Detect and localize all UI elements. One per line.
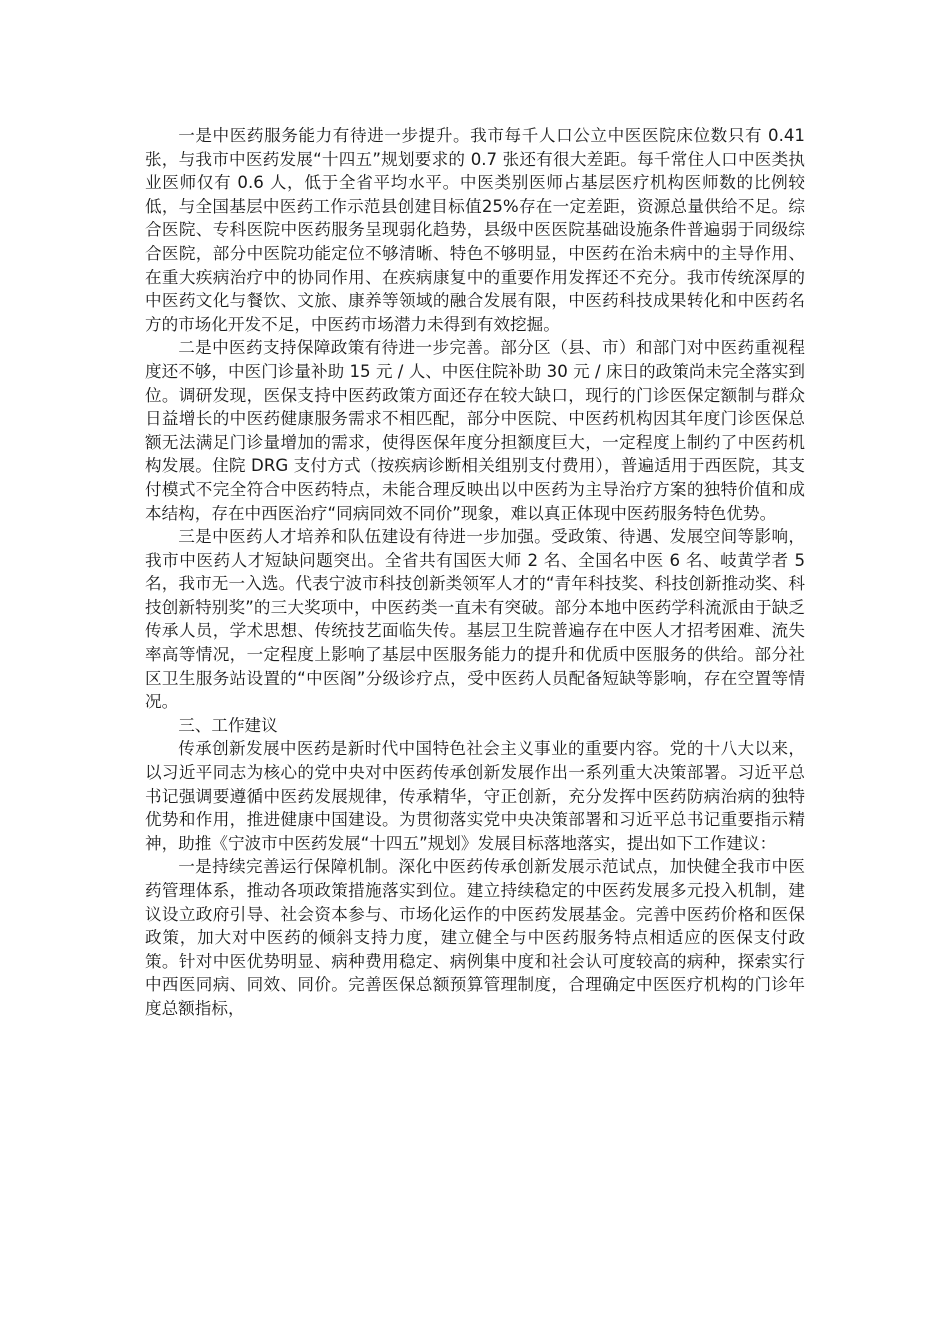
document-body: [145, 124, 805, 1021]
paragraph-talent-cultivation: 三是中医药人才培养和队伍建设有待进一步加强。受政策、待遇、发展空间等影响，我市中医药人才短缺问题突出。全省共有国医大师 2 名、全国名中医 6 名、岐黄学者 5 名，我市无一入选。代表宁波市科技创新类领军人才的“青年科技奖、科技创新推动奖、科技创新特别奖”的三大奖项中，中医药类一直未有突破。部分本地中医药学科流派由于缺乏传承人员，学术思想、传统技艺面临失传。基层卫生院普遍存在中医人才招考困难、流失率高等情况，一定程度上影响了基层中医服务能力的提升和优质中医服务的供给。部分社区卫生服务站设置的“中医阁”分级诊疗点，受中医药人员配备短缺等影响，存在空置等情况。: [145, 527, 805, 712]
paragraph-service-capacity: 一是中医药服务能力有待进一步提升。我市每千人口公立中医医院床位数只有 0.41 张，与我市中医药发展“十四五”规划要求的 0.7 张还有很大差距。每千常住人口中医类执业医师仅有 0.6 人，低于全省平均水平。中医类别医师占基层医疗机构医师数的比例较低，与全国基层中医药工作示范县创建目标值25%存在一定差距，资源总量供给不足。综合医院、专科医院中医药服务呈现弱化趋势，县级中医医院基础设施条件普遍弱于同级综合医院，部分中医院功能定位不够清晰、特色不够明显，中医药在治未病中的主导作用、在重大疾病治疗中的协同作用、在疾病康复中的重要作用发挥还不充分。我市传统深厚的中医药文化与餐饮、文旅、康养等领域的融合发展有限，中医药科技成果转化和中医药名方的市场化开发不足，中医药市场潜力未得到有效挖掘。: [145, 126, 805, 334]
paragraph-policy-support: 二是中医药支持保障政策有待进一步完善。部分区（县、市）和部门对中医药重视程度还不够，中医门诊量补助 15 元 / 人、中医住院补助 30 元 / 床日的政策尚未完全落实到位。调研发现，医保支持中医药政策方面还存在较大缺口，现行的门诊医保定额制与群众日益增长的中医药健康服务需求不相匹配，部分中医院、中医药机构因其年度门诊医保总额无法满足门诊量增加的需求，使得医保年度分担额度巨大，一定程度上制约了中医药机构发展。住院 DRG 支付方式（按疾病诊断相关组别支付费用），普遍适用于西医院，其支付模式不完全符合中医药特点，未能合理反映出以中医药为主导治疗方案的独特价值和成本结构，存在中西医治疗“同病同效不同价”现象，难以真正体现中医药服务特色优势。: [145, 338, 805, 523]
paragraph-suggestions-intro: 传承创新发展中医药是新时代中国特色社会主义事业的重要内容。党的十八大以来，以习近平同志为核心的党中央对中医药传承创新发展作出一系列重大决策部署。习近平总书记强调要遵循中医药发展规律，传承精华，守正创新，充分发挥中医药防病治病的独特优势和作用，推进健康中国建设。为贯彻落实党中央决策部署和习近平总书记重要指示精神，助推《宁波市中医药发展“十四五”规划》发展目标落地落实，提出如下工作建议：: [145, 739, 805, 853]
section-heading-work-suggestions: 三、工作建议: [178, 715, 278, 735]
paragraph-operation-guarantee: 一是持续完善运行保障机制。深化中医药传承创新发展示范试点，加快健全我市中医药管理体系，推动各项政策措施落实到位。建立持续稳定的中医药发展多元投入机制，建议设立政府引导、社会资本参与、市场化运作的中医药发展基金。完善中医药价格和医保政策，加大对中医药的倾斜支持力度，建立健全与中医药服务特点相适应的医保支付政策。针对中医优势明显、病种费用稳定、病例集中度和社会认可度较高的病种，探索实行中西医同病、同效、同价。完善医保总额预算管理制度，合理确定中医医疗机构的门诊年度总额指标，: [145, 857, 805, 1018]
